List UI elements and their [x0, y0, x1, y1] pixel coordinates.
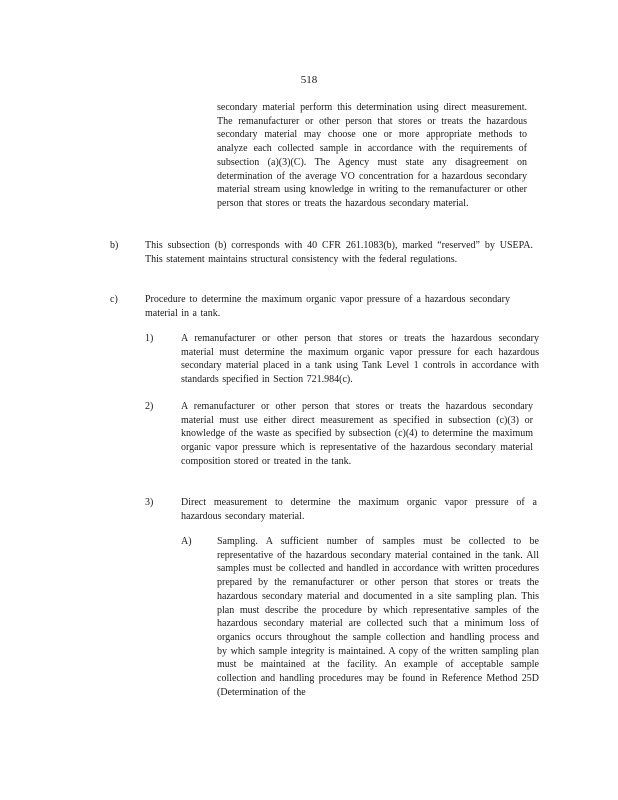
item-c3A-text: Sampling. A sufficient number of samples must be collected to be representative of the hazardous secondary material contained in the tank. All samples must be collected and handled in accordance with written procedures prepared by the remanufacturer or other person that stores or treats the hazardous secondary material and documented in a site sampling plan. This plan must describe the procedure by which representative samples of the hazardous secondary material are collected such that a minimum loss of organics occurs throughout the sample collection and handling process and by which sample integrity is maintained. A copy of the written sampling plan must be maintained at the facility. An example of acceptable sample collection and handling procedures may be found in Reference Method 25D (Determination of the [217, 536, 539, 698]
item-c-label: c) [110, 294, 118, 305]
continuation-paragraph: secondary material perform this determination using direct measurement. The remanufacturer or other person that stores or treats the hazardous secondary material may choose one or more appropriate methods to analyze each collected sample in accordance with the requirements of subsection (a)(3)(C). The Agency must state any disagreement on determination of the average VO concentration for a hazardous secondary material stream using knowledge in writing to the remanufacturer or other person that stores or treats the hazardous secondary material. [217, 102, 527, 209]
page-number: 518 [300, 74, 318, 86]
item-c2-label: 2) [145, 401, 154, 412]
item-c1-label: 1) [145, 333, 154, 344]
item-b-text: This subsection (b) corresponds with 40 CFR 261.1083(b), marked “reserved” by USEPA. This statement maintains structural consistency with the federal regulations. [145, 240, 533, 265]
item-c2-text: A remanufacturer or other person that stores or treats the hazardous secondary material must use either direct measurement as specified in subsection (c)(3) or knowledge of the waste as specified by subsection (c)(4) to determine the maximum organic vapor pressure which is representative of the hazardous secondary material composition stored or treated in the tank. [181, 401, 533, 467]
item-c3-text: Direct measurement to determine the maximum organic vapor pressure of a hazardous secondary material. [181, 497, 537, 522]
item-c3-label: 3) [145, 497, 154, 508]
item-b-label: b) [110, 240, 119, 251]
item-c1-text: A remanufacturer or other person that stores or treats the hazardous secondary material must determine the maximum organic vapor pressure for each hazardous secondary material placed in a tank using Tank Level 1 controls in accordance with standards specified in Section 721.984(c). [181, 333, 539, 386]
item-c-text: Procedure to determine the maximum organic vapor pressure of a hazardous secondary material in a tank. [145, 294, 510, 319]
item-c3A-label: A) [181, 536, 192, 547]
